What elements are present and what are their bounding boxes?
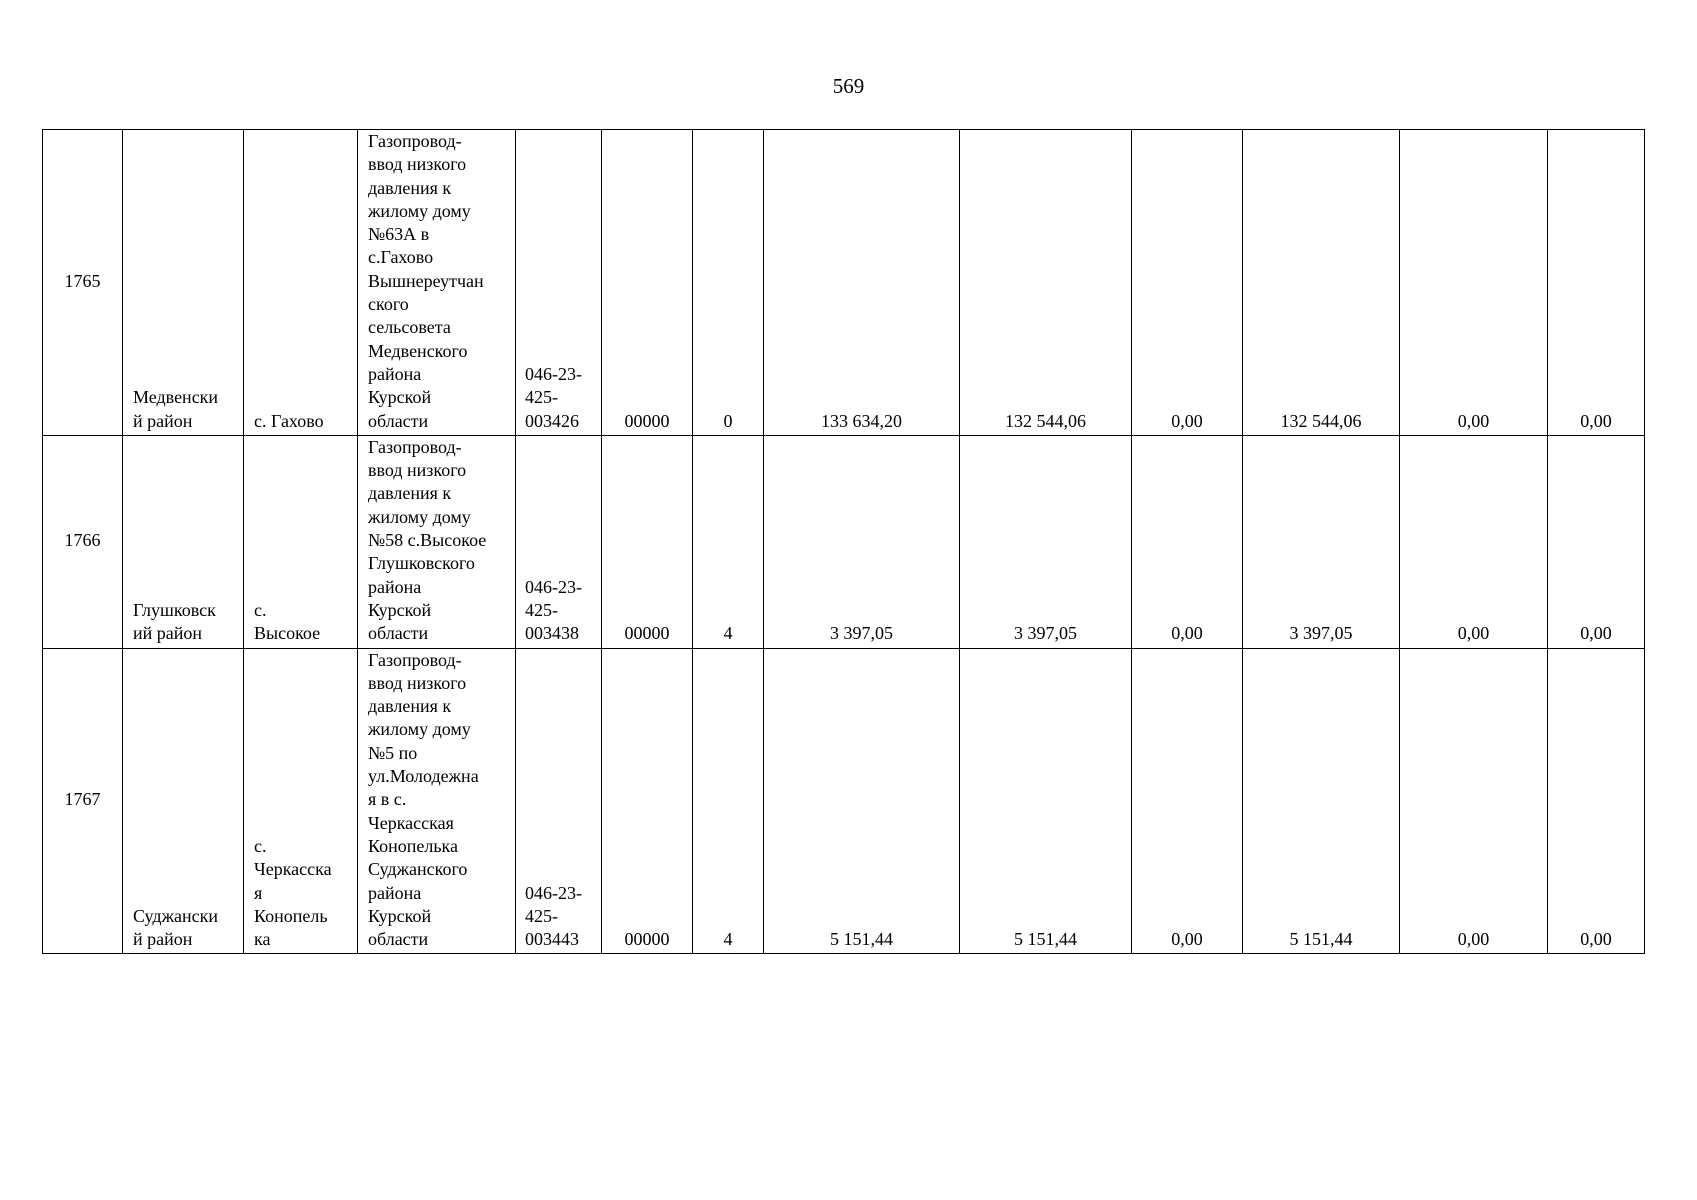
- value-cell: 3 397,05: [960, 435, 1132, 648]
- value-cell: 0,00: [1548, 435, 1645, 648]
- category-cell: 0: [693, 130, 764, 436]
- locality-cell: с. Черкасска я Конопель ка: [244, 648, 358, 954]
- value-cell: 5 151,44: [1243, 648, 1400, 954]
- value-cell: 0,00: [1132, 130, 1243, 436]
- value-cell: 3 397,05: [764, 435, 960, 648]
- table-row: [43, 130, 1645, 436]
- district-cell: Суджански й район: [123, 648, 244, 954]
- category-cell: 4: [693, 435, 764, 648]
- value-cell: 5 151,44: [960, 648, 1132, 954]
- value-cell: 0,00: [1548, 648, 1645, 954]
- inventory-code-cell: 046-23- 425- 003438: [516, 435, 602, 648]
- value-cell: 0,00: [1400, 648, 1548, 954]
- row-number: 1766: [43, 435, 123, 648]
- value-cell: 3 397,05: [1243, 435, 1400, 648]
- value-cell: 132 544,06: [1243, 130, 1400, 436]
- value-cell: 0,00: [1132, 648, 1243, 954]
- value-cell: 133 634,20: [764, 130, 960, 436]
- object-description-cell: Газопровод- ввод низкого давления к жилому дому №63А в с.Гахово Вышнереутчан ского сельсовета Медвенского района Курской области: [358, 130, 516, 436]
- row-number: 1765: [43, 130, 123, 436]
- object-description-cell: Газопровод- ввод низкого давления к жилому дому №58 с.Высокое Глушковского района Курской области: [358, 435, 516, 648]
- registry-table: [42, 129, 1645, 954]
- district-cell: Медвенски й район: [123, 130, 244, 436]
- locality-cell: с. Высокое: [244, 435, 358, 648]
- category-cell: 4: [693, 648, 764, 954]
- value-cell: 132 544,06: [960, 130, 1132, 436]
- object-description-cell: Газопровод- ввод низкого давления к жилому дому №5 по ул.Молодежна я в с. Черкасская Конопелька Суджанского района Курской области: [358, 648, 516, 954]
- code-suffix-cell: 00000: [602, 435, 693, 648]
- page-number: 569: [832, 74, 865, 98]
- table-row: [43, 435, 1645, 648]
- code-suffix-cell: 00000: [602, 130, 693, 436]
- table-row: [43, 648, 1645, 954]
- value-cell: 0,00: [1548, 130, 1645, 436]
- value-cell: 5 151,44: [764, 648, 960, 954]
- district-cell: Глушковск ий район: [123, 435, 244, 648]
- value-cell: 0,00: [1400, 130, 1548, 436]
- row-number: 1767: [43, 648, 123, 954]
- value-cell: 0,00: [1132, 435, 1243, 648]
- code-suffix-cell: 00000: [602, 648, 693, 954]
- value-cell: 0,00: [1400, 435, 1548, 648]
- inventory-code-cell: 046-23- 425- 003426: [516, 130, 602, 436]
- inventory-code-cell: 046-23- 425- 003443: [516, 648, 602, 954]
- locality-cell: с. Гахово: [244, 130, 358, 436]
